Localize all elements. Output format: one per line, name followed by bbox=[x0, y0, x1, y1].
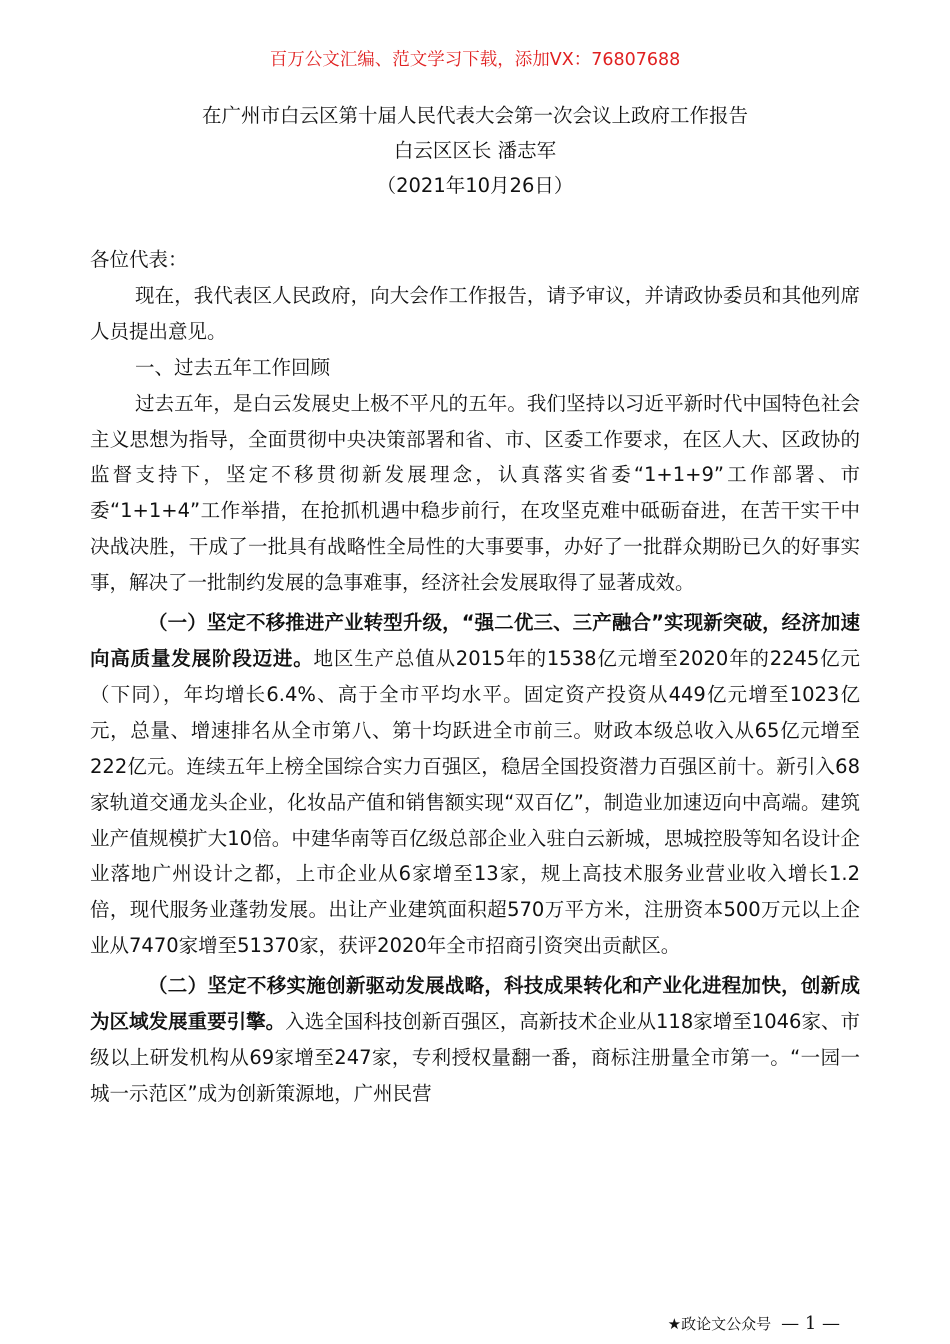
item-2-paragraph bbox=[90, 968, 860, 1112]
section-heading: 一、过去五年工作回顾 bbox=[135, 355, 331, 379]
document-body bbox=[90, 242, 860, 1112]
document-title-block bbox=[0, 98, 950, 203]
item-1-heading: （一）坚定不移推进产业转型升级，“强二优三、三产融合”实现新突破，经济加速向高质量发展阶段迈进。 bbox=[90, 611, 860, 670]
salutation: 各位代表： bbox=[90, 248, 188, 271]
document-date: （2021年10月26日） bbox=[376, 174, 574, 197]
item-2-text: 入选全国科技创新百强区，高新技术企业从118家增至1046家、市级以上研发机构从69家增至247家，专利授权量翻一番，商标注册量全市第一。“一园一城一示范区”成为创新策源地，广州民营 bbox=[90, 1010, 860, 1105]
section-paragraph: 过去五年，是白云发展史上极不平凡的五年。我们坚持以习近平新时代中国特色社会主义思想为指导，全面贯彻中央决策部署和省、市、区委工作要求，在区人大、区政协的监督支持下，坚定不移贯彻新发展理念，认真落实省委“1+1+9”工作部署、市委“1+1+4”工作举措，在抢抓机遇中稳步前行，在攻坚克难中砥砺奋进，在苦干实干中决战决胜，干成了一批具有战略性全局性的大事要事，办好了一批群众期盼已久的好事实事，解决了一批制约发展的急事难事，经济社会发展取得了显著成效。 bbox=[90, 391, 860, 595]
footer-source: ★政论文公众号 bbox=[667, 1315, 772, 1333]
page-footer bbox=[668, 1313, 840, 1334]
item-1-paragraph bbox=[90, 605, 860, 964]
item-2-heading: （二）坚定不移实施创新驱动发展战略，科技成果转化和产业化进程加快，创新成为区域发展重要引擎。 bbox=[90, 974, 860, 1034]
intro-paragraph: 现在，我代表区人民政府，向大会作工作报告，请予审议，并请政协委员和其他列席人员提出意见。 bbox=[90, 283, 860, 343]
page-number: — 1 — bbox=[781, 1313, 840, 1334]
document-author: 白云区区长 潘志军 bbox=[393, 139, 557, 162]
item-1-text: 地区生产总值从2015年的1538亿元增至2020年的2245亿元（下同），年均增长6.4%、高于全市平均水平。固定资产投资从449亿元增至1023亿元，总量、增速排名从全市第八、第十均跃进全市前三。财政本级总收入从65亿元增至222亿元。连续五年上榜全国综合实力百强区，稳居全国投资潜力百强区前十。新引入68家轨道交通龙头企业，化妆品产值和销售额实现“双百亿”，制造业加速迈向中高端。建筑业产值规模扩大10倍。中建华南等百亿级总部企业入驻白云新城，思城控股等知名设计企业落地广州设计之都，上市企业从6家增至13家，规上高技术服务业营业收入增长1.2倍，现代服务业蓬勃发展。出让产业建筑面积超570万平方米，注册资本500万元以上企业从7470家增至51370家，获评2020年全市招商引资突出贡献区。 bbox=[90, 646, 860, 958]
watermark-banner: 百万公文汇编、范文学习下载，添加VX：76807688 bbox=[269, 50, 681, 70]
document-title: 在广州市白云区第十届人民代表大会第一次会议上政府工作报告 bbox=[201, 104, 748, 127]
